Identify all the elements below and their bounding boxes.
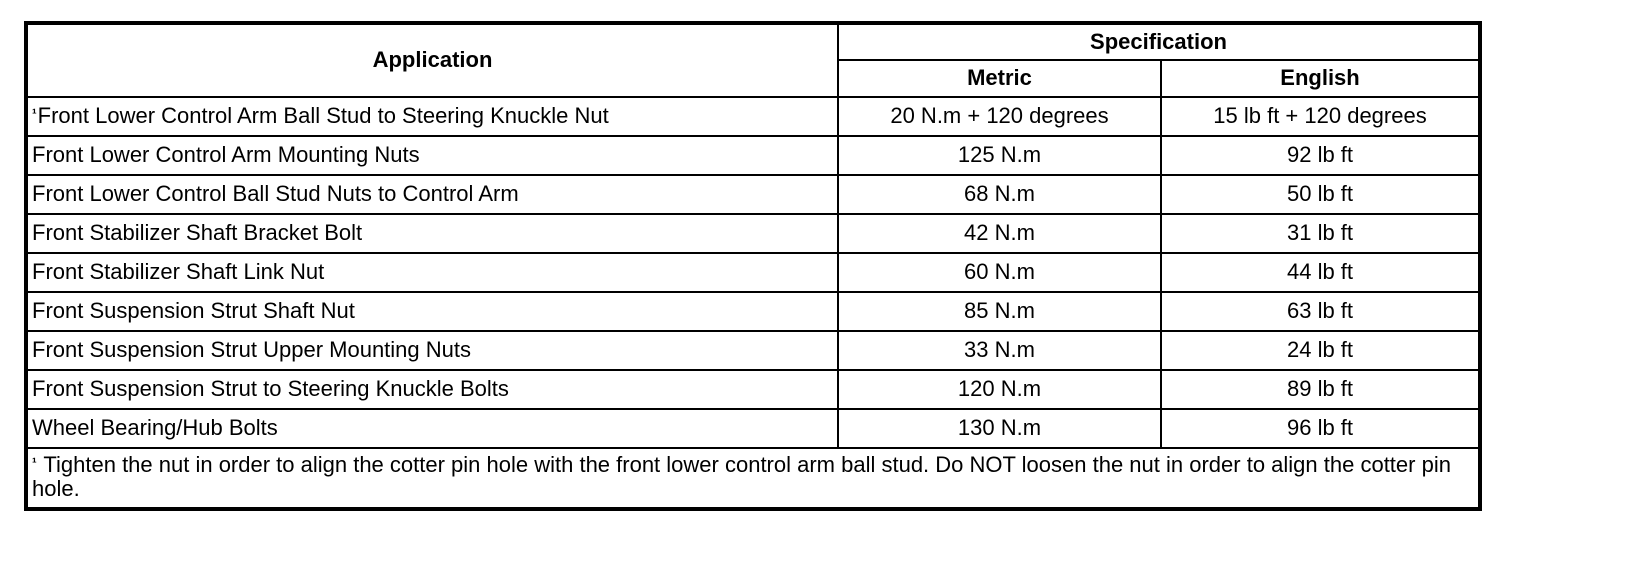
application-cell [26,292,838,331]
metric-cell: 130 N.m [838,409,1161,448]
footnote-marker: ¹ [32,454,37,470]
table-row [26,370,1480,409]
application-cell [26,214,838,253]
torque-spec-table [24,21,1482,511]
application-text: Wheel Bearing/Hub Bolts [32,415,278,441]
application-cell [26,97,838,136]
english-header: English [1161,60,1480,97]
english-cell: 96 lb ft [1161,409,1480,448]
application-cell [26,253,838,292]
application-cell [26,331,838,370]
application-cell [26,370,838,409]
english-cell: 89 lb ft [1161,370,1480,409]
table-row [26,136,1480,175]
english-cell: 15 lb ft + 120 degrees [1161,97,1480,136]
table-row [26,253,1480,292]
english-cell: 24 lb ft [1161,331,1480,370]
metric-cell: 68 N.m [838,175,1161,214]
application-cell [26,175,838,214]
footnote-text: Tighten the nut in order to align the cotter pin hole with the front lower control arm ball stud. Do NOT loosen the nut in order to align the cotter pin hole. [32,452,1451,502]
table-row [26,214,1480,253]
metric-cell: 42 N.m [838,214,1161,253]
english-cell: 92 lb ft [1161,136,1480,175]
application-text: Front Suspension Strut to Steering Knuckle Bolts [32,376,509,402]
application-text: Front Stabilizer Shaft Bracket Bolt [32,220,363,246]
footnote-ref-marker: ¹ [32,105,37,122]
application-text: Front Suspension Strut Shaft Nut [32,298,355,324]
table-row [26,175,1480,214]
application-text: Front Lower Control Ball Stud Nuts to Control Arm [32,181,519,207]
table-row [26,97,1480,136]
english-cell: 63 lb ft [1161,292,1480,331]
table-row [26,409,1480,448]
application-text: Front Stabilizer Shaft Link Nut [32,259,325,285]
english-cell: 31 lb ft [1161,214,1480,253]
footnote [26,448,1480,509]
specification-header: Specification [838,23,1480,60]
metric-header: Metric [838,60,1161,97]
metric-cell: 33 N.m [838,331,1161,370]
table-body [26,97,1480,448]
table-row [26,331,1480,370]
metric-cell: 60 N.m [838,253,1161,292]
application-header: Application [26,23,838,97]
metric-cell: 20 N.m + 120 degrees [838,97,1161,136]
application-text: Front Lower Control Arm Mounting Nuts [32,142,420,168]
english-cell: 50 lb ft [1161,175,1480,214]
metric-cell: 125 N.m [838,136,1161,175]
metric-cell: 85 N.m [838,292,1161,331]
application-cell [26,136,838,175]
application-cell [26,409,838,448]
application-text: Front Lower Control Arm Ball Stud to Steering Knuckle Nut [37,103,609,129]
metric-cell: 120 N.m [838,370,1161,409]
english-cell: 44 lb ft [1161,253,1480,292]
table-row [26,292,1480,331]
application-text: Front Suspension Strut Upper Mounting Nuts [32,337,472,363]
